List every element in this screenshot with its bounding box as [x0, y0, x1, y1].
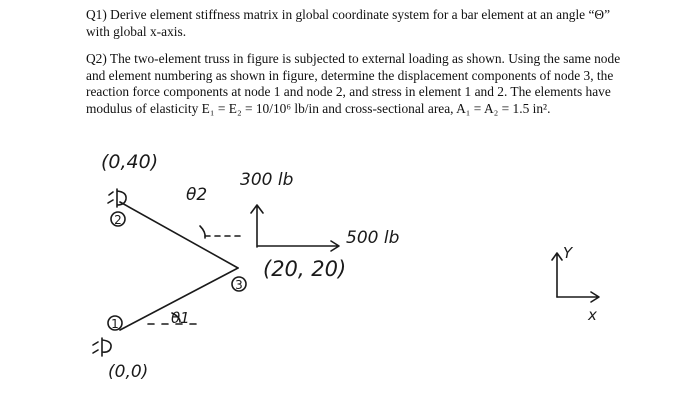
angle-2-arc — [200, 226, 205, 238]
angle-1-label: θ1 — [171, 309, 190, 327]
vertical-load-label: 300 lb — [240, 170, 294, 190]
horizontal-load-arrow — [258, 241, 339, 251]
question-2: Q2) The two-element truss in figure is subjected to external loading as shown. Using the same node and element numbering as shown in figure, determine the displacement components of node 3, the reaction force components at node 1 and node 2, and stress in element 1 and 2. The elements have modulus of elasticity E₁ = E₂ = 10/10⁶ lb/in and cross-sectional area, A₁ = A₂ = 1.5 in². — [86, 51, 621, 116]
angle-2-label: θ2 — [186, 185, 208, 205]
element-2-line — [120, 202, 238, 268]
node-label-1: 1 — [111, 317, 119, 331]
node-1-coordinate: (0,0) — [108, 362, 149, 382]
node-label-3: 3 — [235, 278, 243, 292]
axis-x-label: x — [588, 306, 597, 324]
node-2-coordinate: (0,40) — [101, 151, 159, 173]
node-label-2: 2 — [114, 213, 122, 227]
axis-y-arrow — [552, 253, 562, 297]
axis-x-arrow — [557, 292, 599, 302]
axis-y-label: Y — [563, 244, 573, 262]
vertical-load-arrow — [251, 205, 263, 247]
question-1: Q1) Derive element stiffness matrix in global coordinate system for a bar element at an angle “Θ” with global x-axis. — [86, 7, 611, 39]
support-node-1 — [93, 338, 111, 356]
support-node-2 — [108, 189, 126, 207]
node-3-coordinate-text: (20, 20) — [263, 257, 347, 281]
horizontal-load-label: 500 lb — [346, 228, 400, 248]
